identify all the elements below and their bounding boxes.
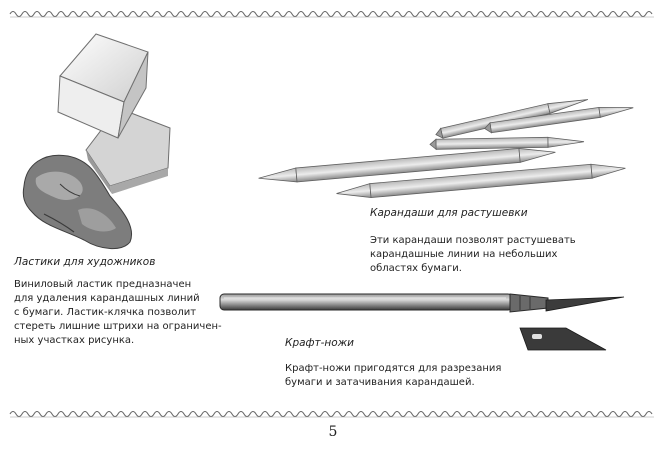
eraser-description-line: Виниловый ластик предназначен: [14, 279, 192, 290]
knife-description-line: бумаги и затачивания карандашей.: [285, 377, 475, 388]
knife-description-line: Крафт-ножи пригодятся для разрезания: [285, 363, 502, 374]
eraser-description-line: стереть лишние штрихи на ограничен-: [14, 321, 222, 332]
stumps-description: [370, 234, 576, 276]
eraser-description-line: для удаления карандашных линий: [14, 293, 200, 304]
eraser-description: [14, 278, 222, 348]
knife-description: [285, 362, 501, 390]
eraser-illustration: [23, 34, 170, 249]
stumps-description-line: областях бумаги.: [370, 263, 462, 274]
page-number: 5: [328, 424, 338, 440]
eraser-description-line: с бумаги. Ластик-клячка позволит: [14, 307, 197, 318]
eraser-caption: Ластики для художников: [14, 256, 156, 268]
top-ornament-border: [10, 12, 654, 18]
knife-caption: Крафт-ножи: [285, 337, 355, 349]
eraser-description-line: ных участках рисунка.: [14, 335, 135, 346]
stumps-caption: Карандаши для растушевки: [370, 207, 528, 219]
stumps-description-line: Эти карандаши позволят растушевать: [370, 235, 576, 246]
bottom-ornament-border: [10, 412, 654, 418]
stumps-description-line: карандашные линии на небольших: [370, 249, 558, 260]
blending-stumps-illustration: [258, 95, 634, 201]
craft-knife-illustration: [220, 294, 624, 350]
